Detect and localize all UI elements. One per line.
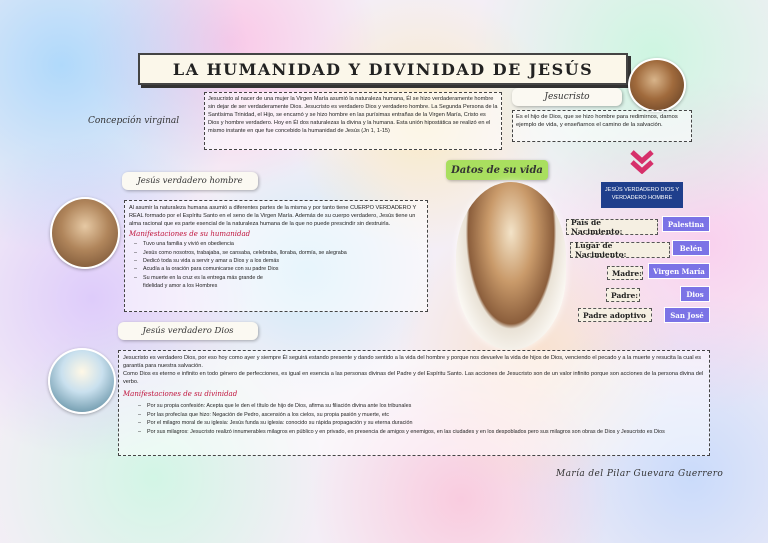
list-item: – Acudía a la oración para comunicarse con su padre Dios [143, 265, 423, 273]
datos-label: Datos de su vida [446, 160, 548, 180]
dios-list [123, 402, 705, 436]
dios-box [118, 350, 710, 456]
jesus-portrait [456, 182, 566, 350]
hombre-box [124, 200, 428, 312]
page-title: LA HUMANIDAD Y DIVINIDAD DE JESÚS [138, 53, 628, 85]
list-item: – Su muerte en la cruz es la entrega más grande de fidelidad y amor a los Hombres [143, 274, 423, 291]
padre-value: Dios [680, 286, 710, 302]
madre-value: Virgen María [648, 263, 710, 279]
list-item: – Por sus milagros: Jesucristo realizó innumerables milagros en público y en privado, en presencia de amigos y enemigos, en las ciudades y en los despoblados pero sus milagros son obras de Dios y Jesucristo es Dios [147, 428, 705, 436]
dios-heading: Manifestaciones de su divinidad [123, 390, 238, 399]
jesucristo-text: Es el hijo de Dios, que se hizo hombre para redimirnos, darnos ejemplo de vida, y enseñarnos el camino de la salvación. [512, 110, 692, 142]
hombre-label: Jesús verdadero hombre [122, 172, 258, 190]
hombre-list [129, 240, 423, 290]
list-item: – Jesús como nosotros, trabajaba, se cansaba, celebraba, lloraba, dormía, se alegraba [143, 249, 423, 257]
verdadero-dios-badge: JESÚS VERDADERO DIOS Y VERDADERO HOMBRE [601, 182, 683, 208]
hombre-text: Al asumir la naturaleza humana asumió a diferentes partes de la misma y por tanto tiene CUERPO VERDADERO Y REAL formado por el Espíritu Santo en el seno de la Virgen María. Además de su cuerpo verdadero, Jesús tiene un alma racional que es parte esencial de la naturaleza humana de la que no puede prescindir sin destruirla. [129, 205, 417, 228]
dios-text-2: Como Dios es eterno e infinito en todo género de perfecciones, es igual en esencia a las personas divinas del Padre y del Espíritu Santo. Las acciones de Jesucristo son de un valor infinito porque son acciones de la persona divina del verbo. [123, 371, 704, 386]
list-item: – Por el milagro moral de su iglesia: Jesús funda su iglesia: conocido su rápida propagación y su eterna duración [147, 419, 705, 427]
padre-label: Padre: [606, 288, 640, 302]
family-photo [50, 197, 120, 269]
chevron-down-icon [628, 150, 656, 174]
hombre-heading: Manifestaciones de su humanidad [129, 230, 251, 239]
pais-label: País de Nacimiento: [566, 219, 658, 235]
author-signature: María del Pilar Guevara Guerrero [556, 469, 724, 479]
pais-value: Palestina [662, 216, 710, 232]
jesucristo-label: Jesucristo [512, 88, 622, 106]
dios-text-1: Jesucristo es verdadero Dios, por eso hoy como ayer y siempre Él seguirá estando presente y dando sentido a la vida del hombre y porque nos devuelve la vida de hijos de Dios, venciendo el pecado y a la muerte y resucita la cual es garantía para nuestra salvación. [123, 355, 702, 370]
list-item: – Por las profecías que hizo: Negación de Pedro, ascensión a los cielos, su propia pasión y muerte, etc [147, 411, 705, 419]
jesus-disciples-photo [628, 58, 686, 112]
lugar-value: Belén [672, 240, 710, 256]
padre-adoptivo-value: San José [664, 307, 710, 323]
list-item: – Por su propia confesión: Acepta que le den el título de hijo de Dios, afirma su filiación divina ante los tribunales [147, 402, 705, 410]
concepcion-label: Concepción virginal [88, 116, 180, 126]
ascension-photo [48, 348, 116, 414]
concepcion-text: Jesucristo al nacer de una mujer la Virgen María asumió la naturaleza humana, Él se hizo verdaderamente hombre sin dejar de ser verdaderamente Dios. Jesucristo es verdadero Dios y verdadero hombre. La Segunda Persona de la Santísima Trinidad, el Hijo, se encarnó y se hizo hombre en las purísimas entrañas de la Virgen María, Cristo es Dios y hombre verdadero. Hoy en Él dos naturalezas la divina y la humana. Esta unión hipostática se realizó en el mismo instante en que fue concebido la humanidad de Jesús (Jn 1, 1-15) [204, 92, 502, 150]
list-item: – Tuvo una familia y vivió en obediencia [143, 240, 423, 248]
padre-adoptivo-label: Padre adoptivo [578, 308, 652, 322]
dios-label: Jesús verdadero Dios [118, 322, 258, 340]
lugar-label: Lugar de Nacimiento: [570, 242, 670, 258]
madre-label: Madre: [607, 266, 643, 280]
list-item: – Dedicó toda su vida a servir y amar a Dios y a los demás [143, 257, 423, 265]
